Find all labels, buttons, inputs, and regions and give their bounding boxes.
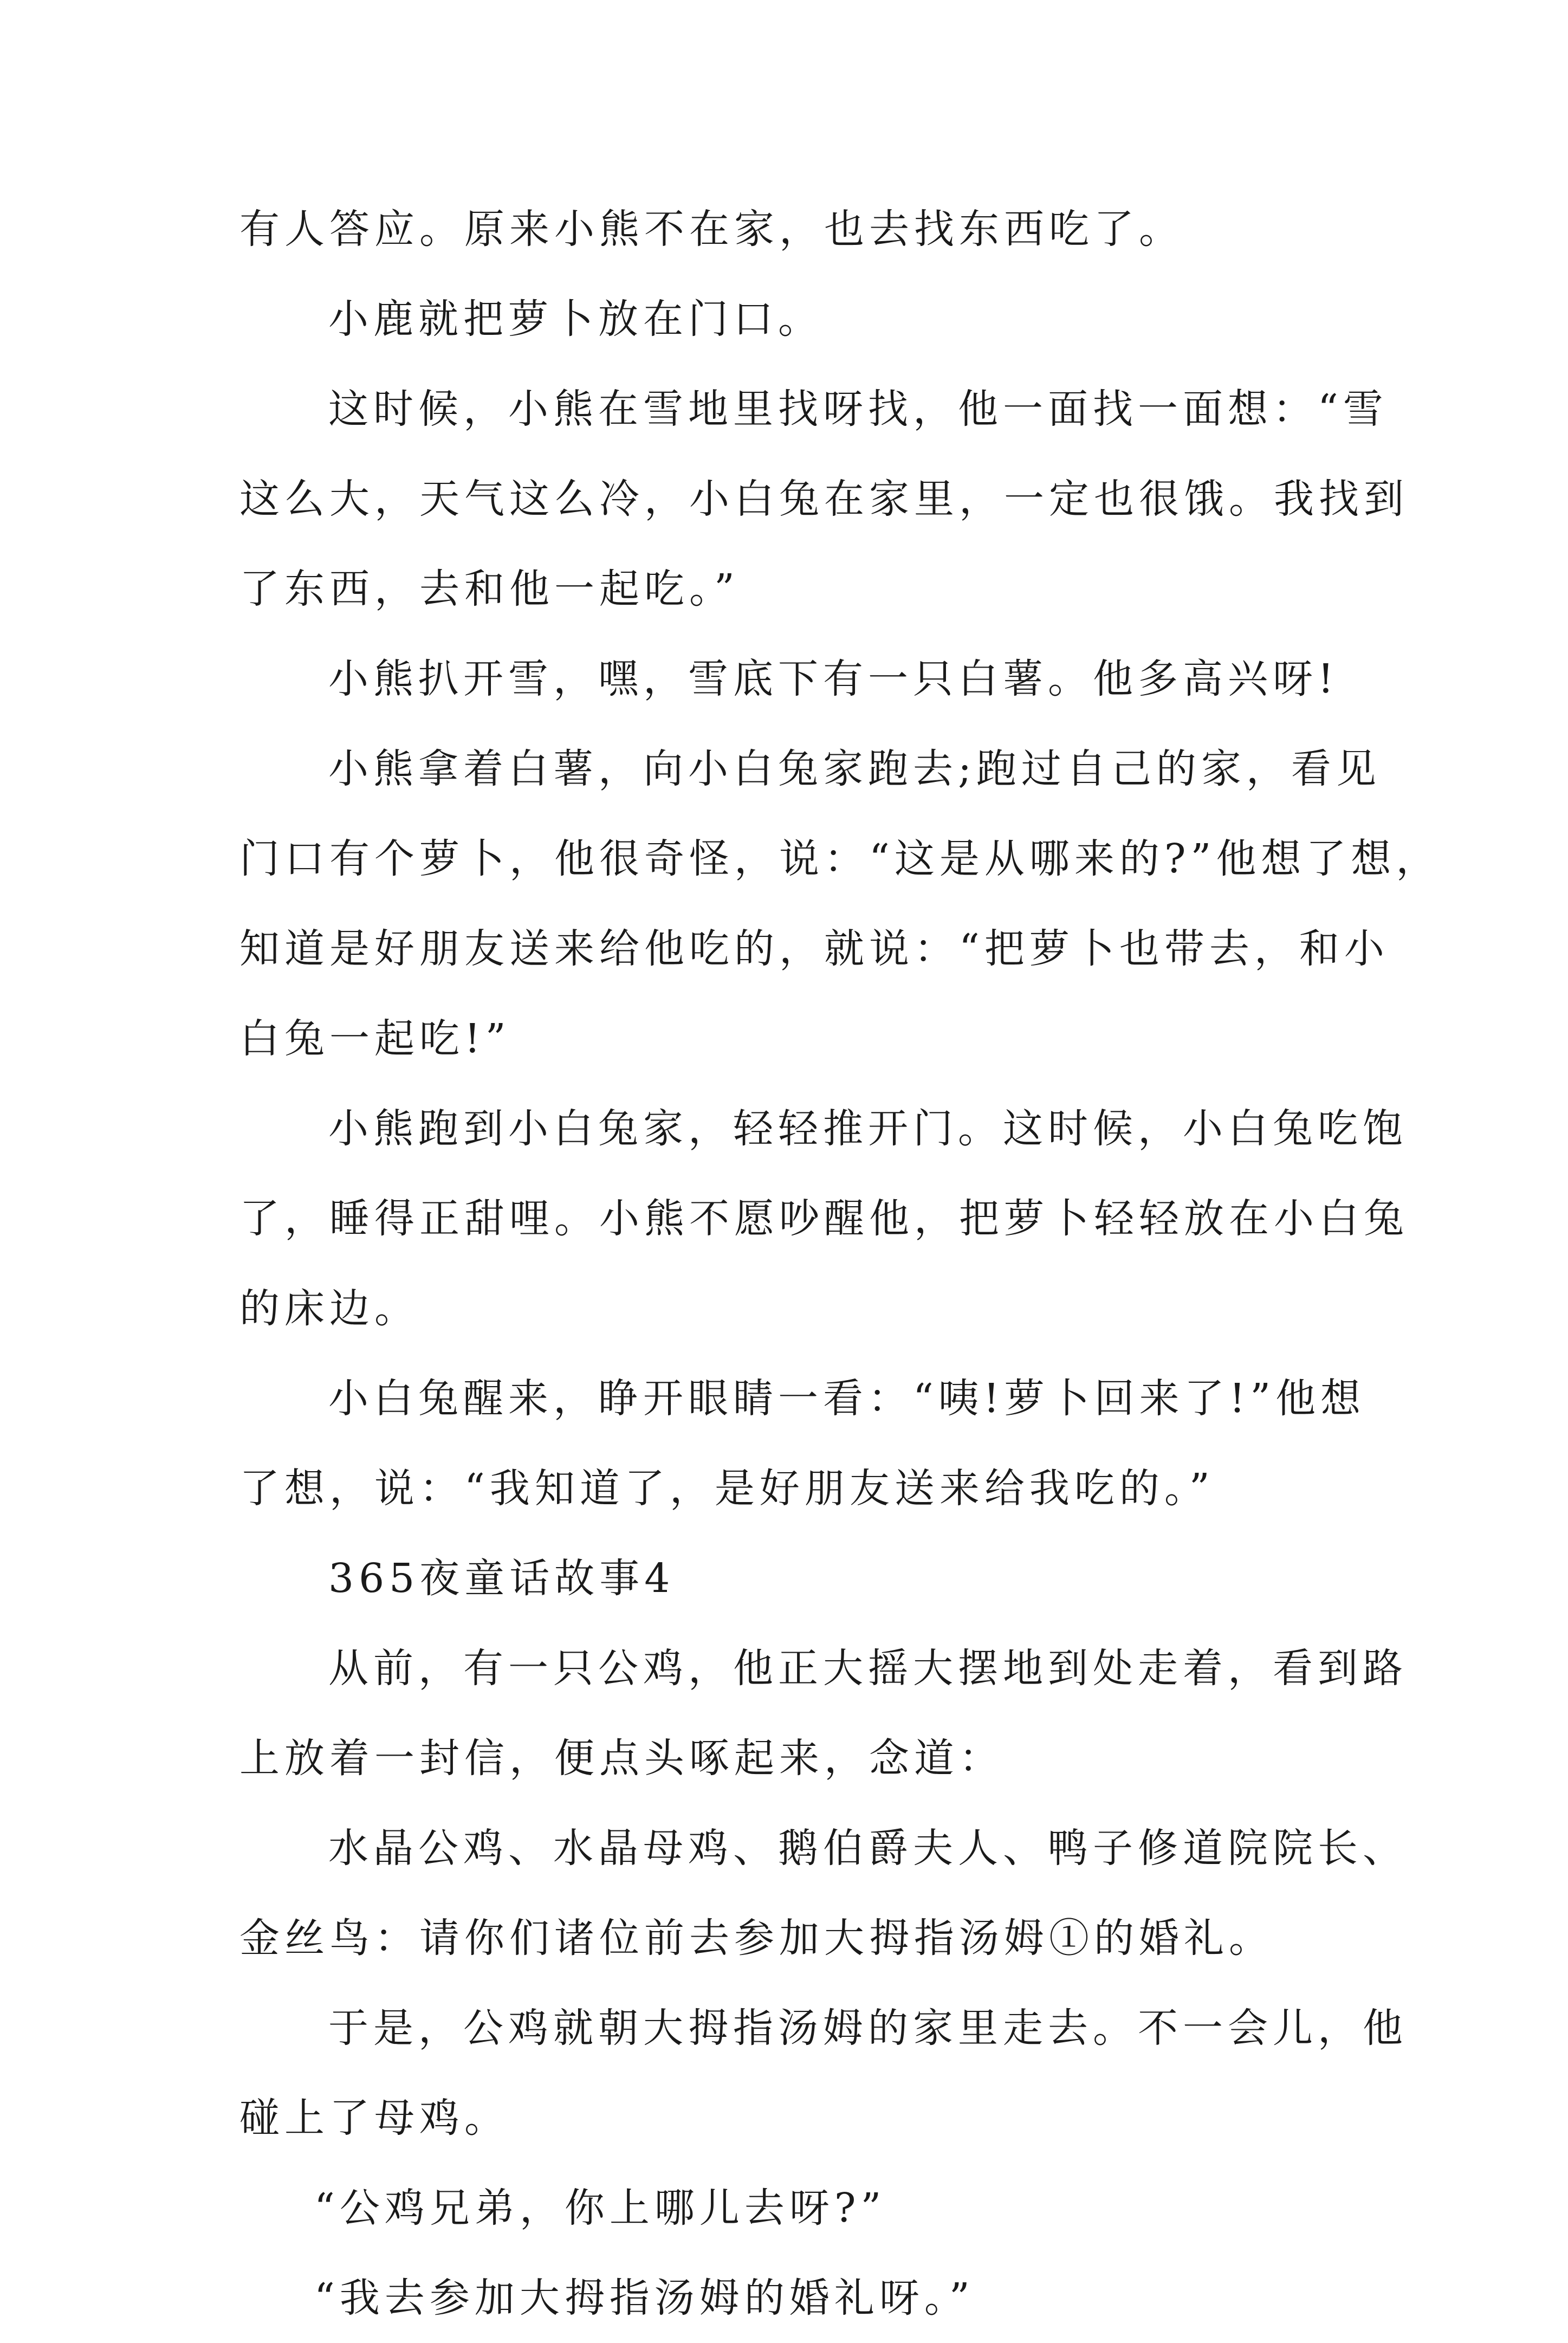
paragraph-line: 这么大，天气这么冷，小白兔在家里，一定也很饿。我找到 bbox=[239, 476, 1409, 522]
dialogue-line: “我去参加大拇指汤姆的婚礼呀。” bbox=[314, 2275, 975, 2321]
paragraph-line: 门口有个萝卜，他很奇怪，说：“这是从哪来的?”他想了想， bbox=[239, 836, 1441, 882]
paragraph-line: 了，睡得正甜哩。小熊不愿吵醒他，把萝卜轻轻放在小白兔 bbox=[239, 1195, 1409, 1242]
paragraph-line: 知道是好朋友送来给他吃的，就说：“把萝卜也带去，和小 bbox=[239, 925, 1389, 972]
paragraph-line: 从前，有一只公鸡，他正大摇大摆地到处走着，看到路 bbox=[328, 1645, 1408, 1692]
paragraph-line: 小鹿就把萝卜放在门口。 bbox=[328, 296, 823, 342]
paragraph-line: 水晶公鸡、水晶母鸡、鹅伯爵夫人、鸭子修道院院长、 bbox=[328, 1825, 1408, 1872]
paragraph-line: 金丝鸟：请你们诸位前去参加大拇指汤姆①的婚礼。 bbox=[239, 1915, 1274, 1962]
paragraph-line: 小熊拿着白薯，向小白兔家跑去;跑过自己的家，看见 bbox=[328, 746, 1381, 792]
paragraph-line: 这时候，小熊在雪地里找呀找，他一面找一面想：“雪 bbox=[328, 386, 1388, 432]
paragraph-line: 了东西，去和他一起吃。” bbox=[239, 566, 740, 612]
paragraph-line: 的床边。 bbox=[239, 1285, 419, 1332]
dialogue-line: “公鸡兄弟，你上哪儿去呀?” bbox=[314, 2185, 886, 2231]
section-heading: 365夜童话故事4 bbox=[328, 1555, 675, 1602]
story-text bbox=[239, 184, 1441, 2343]
paragraph-line: 了想，说：“我知道了，是好朋友送来给我吃的。” bbox=[239, 1465, 1215, 1512]
paragraph-line: 小熊跑到小白兔家，轻轻推开门。这时候，小白兔吃饱 bbox=[328, 1105, 1408, 1152]
paragraph-line: 上放着一封信，便点头啄起来，念道： bbox=[239, 1735, 1004, 1782]
paragraph-line: 小熊扒开雪，嘿，雪底下有一只白薯。他多高兴呀! bbox=[328, 656, 1339, 702]
paragraph-line: 有人答应。原来小熊不在家，也去找东西吃了。 bbox=[239, 206, 1184, 253]
paragraph-line: 于是，公鸡就朝大拇指汤姆的家里走去。不一会儿，他 bbox=[328, 2005, 1408, 2051]
paragraph-line: 白兔一起吃!” bbox=[239, 1015, 511, 1062]
paragraph-line: 碰上了母鸡。 bbox=[239, 2095, 509, 2141]
paragraph-line: 小白兔醒来，睁开眼睛一看：“咦!萝卜回来了!”他想 bbox=[328, 1375, 1366, 1422]
